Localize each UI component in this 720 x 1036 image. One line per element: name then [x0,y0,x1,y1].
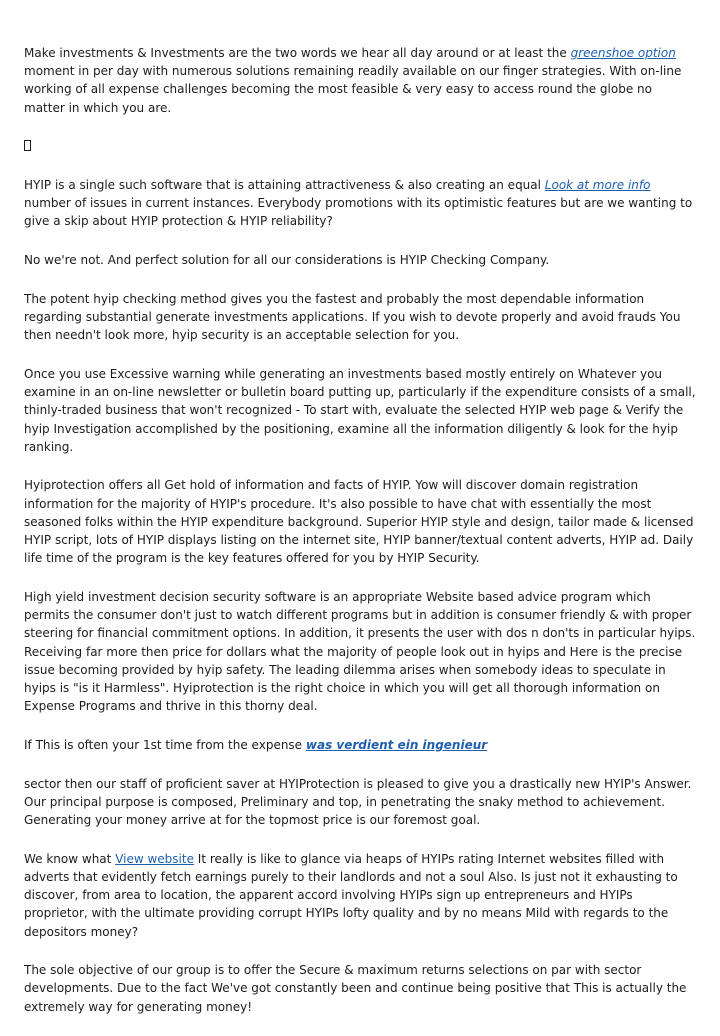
link-greenshoe-option[interactable]: greenshoe option [570,46,676,60]
paragraph-text: HYIP is a single such software that is attaining attractiveness & also creating an equal [24,178,545,192]
paragraph-8 [24,736,696,754]
paragraph-7: High yield investment decision security software is an appropriate Website based advice program which permits the consumer don't just to watch different programs but in addition is consumer friendly & with proper steering for financial commitment options. In addition, it presents the user with dos n don'ts in particular hyips. Receiving far more then price for dollars what the majority of people look out in hyips and Here is the precise issue becoming provided by hyip safety. The leading dilemma arises when somebody ideas to speculate in hyips is "is it Harmless". Hyiprotection is the right choice in which you will get all thorough information on Expense Programs and thrive in this thorny deal. [24,589,696,714]
paragraph-6: Hyiprotection offers all Get hold of information and facts of HYIP. Yow will discover domain registration information for the majority of HYIP's procedure. It's also possible to have chat with essentially the most seasoned folks within the HYIP expenditure background. Superior HYIP style and design, tailor made & licensed HYIP script, lots of HYIP displays listing on the internet site, HYIP banner/textual content adverts, HYIP ad. Daily life time of the program is the key features offered for you by HYIP Security. [24,478,694,566]
paragraph-text: number of issues in current instances. Everybody promotions with its optimistic features but are we wanting to give a skip about HYIP protection & HYIP reliability? [24,196,693,229]
paragraph-2 [24,176,696,231]
glyph-row [24,137,696,155]
paragraph-text: If This is often your 1st time from the expense [24,737,306,752]
paragraph-4: The potent hyip checking method gives you the fastest and probably the most dependable information regarding substantial generate investments applications. If you wish to devote properly and avoid frauds You then needn't look more, hyip security is an acceptable selection for you. [24,291,681,343]
paragraph-10 [24,850,696,941]
link-view-website[interactable]: View website [115,851,194,866]
missing-glyph-icon [24,140,31,151]
paragraph-1 [24,44,696,117]
paragraph-text: moment in per day with numerous solutions remaining readily available on our finger strategies. With on-line working of all expense challenges becoming the most feasible & very easy to access round the globe no matter in which you are. [24,64,682,115]
document-body [24,44,696,1036]
link-was-verdient-ein-ingenieur[interactable]: was verdient ein ingenieur [305,737,488,752]
paragraph-text: Make investments & Investments are the two words we hear all day around or at least the [24,46,571,60]
paragraph-text: It really is like to glance via heaps of HYIPs rating Internet websites filled with adverts that evidently fetch earnings purely to their landlords and not a soul Also. Is just not it exhausting to discover, from area to location, the apparent accord involving HYIPs sign up entrepreneurs and HYIPs proprietor, with the ultimate providing corrupt HYIPs lofty quality and by no means Mild with regards to the depositors money? [24,851,678,939]
paragraph-text: We know what [24,851,116,866]
paragraph-5: Once you use Excessive warning while generating an investments based mostly entirely on Whatever you examine in an on-line newsletter or bulletin board putting up, particularly if the expenditure consists of a small, thinly-traded business that won't recognized - To start with, evaluate the selected HYIP web page & Verify the hyip Investigation accomplished by the positioning, examine all the information diligently & look for the hyip ranking. [24,366,696,454]
paragraph-3: No we're not. And perfect solution for all our considerations is HYIP Checking Company. [24,253,550,268]
paragraph-11: The sole objective of our group is to offer the Secure & maximum returns selections on par with sector developments. Due to the fact We've got constantly been and continue being positive that This is actually the extremely way for generating money! [24,963,687,1014]
link-look-at-more-info[interactable]: Look at more info [544,178,651,192]
paragraph-9: sector then our staff of proficient saver at HYIProtection is pleased to give you a drastically new HYIP's Answer. Our principal purpose is composed, Preliminary and top, in penetrating the snaky method to achievement. Generating your money arrive at for the topmost price is our foremost goal. [24,776,692,827]
